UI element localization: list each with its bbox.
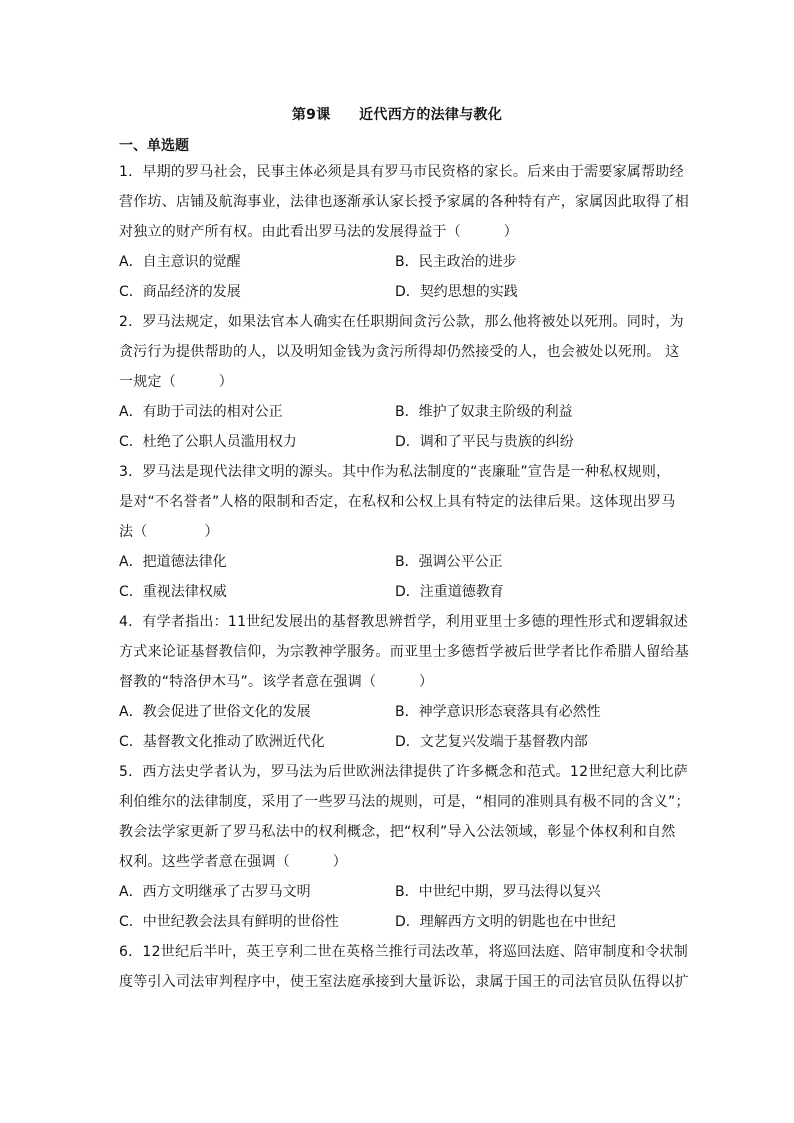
- option-d: D．文艺复兴发端于基督教内部: [395, 734, 588, 750]
- question-stem-line: 度等引入司法审判程序中，使王室法庭承接到大量诉讼，隶属于国王的司法官员队伍得以扩: [119, 974, 689, 990]
- question-stem-line: 2．罗马法规定，如果法官本人确实在任职期间贪污公款，那么他将被处以死刑。同时，为: [119, 314, 684, 330]
- question-stem-line: 法（ ）: [119, 524, 219, 540]
- question-stem-line: 是对“不名誉者”人格的限制和否定，在私权和公权上具有特定的法律后果。这体现出罗马: [119, 494, 676, 510]
- option-b: B．民主政治的进步: [395, 254, 517, 270]
- option-d: D．契约思想的实践: [395, 284, 518, 300]
- section-heading: 一、单选题: [119, 138, 189, 154]
- options-row: [119, 402, 681, 422]
- question-2: [119, 312, 684, 452]
- option-a: A．自主意识的觉醒: [119, 254, 241, 270]
- option-a: A．教会促进了世俗文化的发展: [119, 704, 311, 720]
- option-b: B．维护了奴隶主阶级的利益: [395, 404, 573, 420]
- question-stem-line: 利伯维尔的法律制度，采用了一些罗马法的规则，可是，“相同的准则具有极不同的含义”；: [119, 794, 690, 810]
- option-a: A．有助于司法的相对公正: [119, 404, 283, 420]
- question-stem-line: 教会法学家更新了罗马私法中的权利概念，把“权利”导入公法领域，彰显个体权利和自然: [119, 824, 676, 840]
- option-b: B．中世纪中期，罗马法得以复兴: [395, 884, 601, 900]
- option-c: C．基督教文化推动了欧洲近代化: [119, 734, 325, 750]
- question-4: [119, 612, 689, 752]
- question-stem-line: 贪污行为提供帮助的人，以及明知金钱为贪污所得却仍然接受的人，也会被处以死刑。 这: [119, 344, 680, 360]
- question-stem-line: 营作坊、店铺及航海事业，法律也逐渐承认家长授予家属的各种特有产，家属因此取得了相: [119, 194, 689, 210]
- option-b: B．强调公平公正: [395, 554, 503, 570]
- options-row: [119, 582, 681, 602]
- question-stem-line: 6．12世纪后半叶，英王亨利二世在英格兰推行司法改革，将巡回法庭、陪审制度和令状制: [119, 944, 688, 960]
- options-row: [119, 912, 681, 932]
- option-a: A．西方文明继承了古罗马文明: [119, 884, 311, 900]
- page-title: 第9课 近代西方的法律与教化: [291, 107, 503, 123]
- question-stem-line: 对独立的财产所有权。由此看出罗马法的发展得益于（ ）: [119, 224, 518, 240]
- options-row: [119, 702, 681, 722]
- option-a: A．把道德法律化: [119, 554, 227, 570]
- question-stem-line: 5．西方法史学者认为，罗马法为后世欧洲法律提供了许多概念和范式。12世纪意大利比萨: [119, 764, 688, 780]
- question-stem-line: 4．有学者指出：11世纪发展出的基督教思辨哲学，利用亚里士多德的理性形式和逻辑叙述: [119, 614, 688, 630]
- option-d: D．理解西方文明的钥匙也在中世纪: [395, 914, 616, 930]
- question-5: [119, 762, 690, 932]
- question-3: [119, 462, 681, 602]
- question-1: [119, 162, 689, 302]
- question-stem-line: 方式来论证基督教信仰，为宗教神学服务。而亚里士多德哲学被后世学者比作希腊人留给基: [119, 644, 689, 660]
- question-list: [119, 162, 690, 1002]
- question-6: [119, 942, 689, 992]
- options-row: [119, 882, 681, 902]
- options-row: [119, 552, 681, 572]
- question-stem-line: 督教的“特洛伊木马”。该学者意在强调（ ）: [119, 674, 434, 690]
- option-c: C．商品经济的发展: [119, 284, 241, 300]
- option-c: C．杜绝了公职人员滥用权力: [119, 434, 297, 450]
- options-row: [119, 252, 681, 272]
- question-stem-line: 一规定（ ）: [119, 374, 233, 390]
- option-d: D．注重道德教育: [395, 584, 504, 600]
- options-row: [119, 432, 681, 452]
- question-stem-line: 1．早期的罗马社会，民事主体必须是具有罗马市民资格的家长。后来由于需要家属帮助经: [119, 164, 684, 180]
- question-stem-line: 3．罗马法是现代法律文明的源头。其中作为私法制度的“丧廉耻”宣告是一种私权规则，: [119, 464, 671, 480]
- option-b: B．神学意识形态衰落具有必然性: [395, 704, 601, 720]
- option-c: C．中世纪教会法具有鲜明的世俗性: [119, 914, 339, 930]
- option-c: C．重视法律权威: [119, 584, 227, 600]
- options-row: [119, 732, 681, 752]
- question-stem-line: 权利。这些学者意在强调（ ）: [119, 854, 347, 870]
- option-d: D．调和了平民与贵族的纠纷: [395, 434, 574, 450]
- options-row: [119, 282, 681, 302]
